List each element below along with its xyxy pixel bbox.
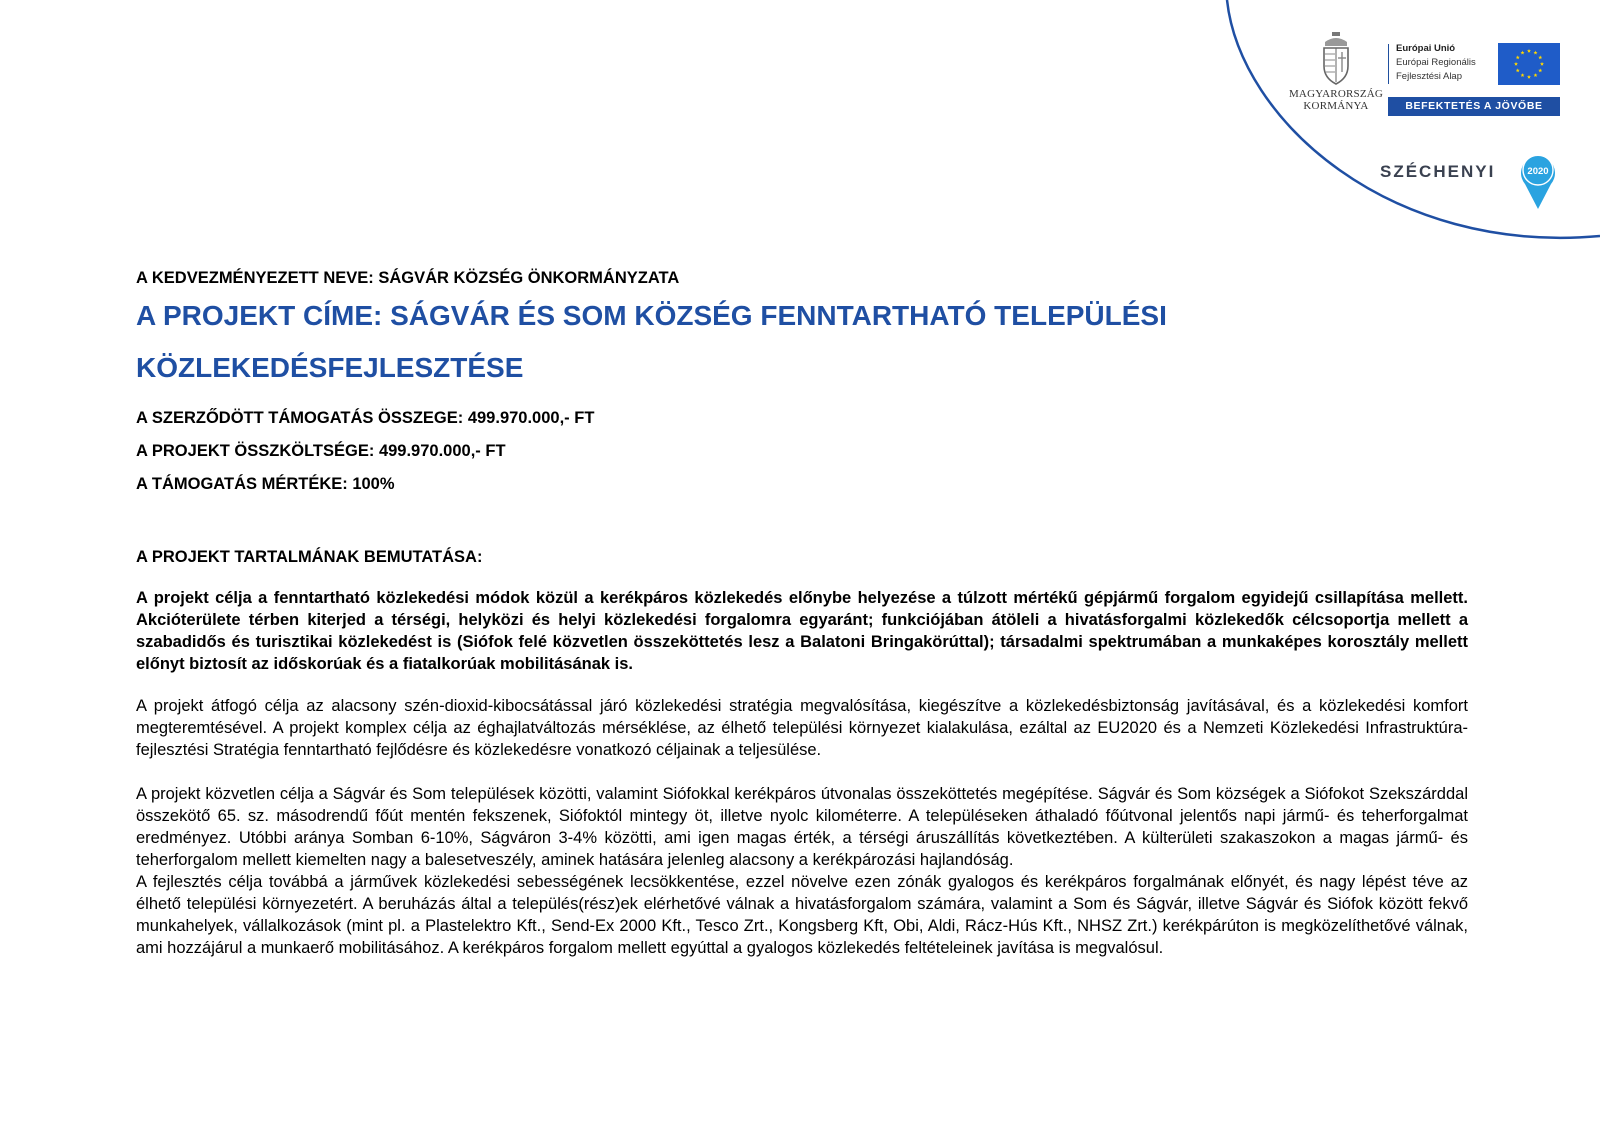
location-pin-icon <box>1520 152 1556 210</box>
eu-fund-line2: Fejlesztési Alap <box>1396 71 1463 82</box>
section-heading: A PROJEKT TARTALMÁNAK BEMUTATÁSA: <box>136 548 483 566</box>
szechenyi-year: 2020 <box>1527 166 1549 177</box>
eu-flag-icon <box>1498 43 1560 85</box>
project-facts <box>136 402 1468 501</box>
branding-header <box>0 0 1600 260</box>
project-title-line2: KÖZLEKEDÉSFEJLESZTÉSE <box>136 352 524 383</box>
beneficiary-name: A KEDVEZMÉNYEZETT NEVE: SÁGVÁR KÖZSÉG ÖNKORMÁNYZATA <box>136 269 680 287</box>
eu-divider <box>1388 44 1389 84</box>
szechenyi-wordmark: SZÉCHENYI <box>1380 162 1496 181</box>
hungarian-government-logo <box>1288 32 1384 112</box>
eu-fund-line1: Európai Regionális <box>1396 57 1476 68</box>
paragraph-development-goal: A fejlesztés célja továbbá a járművek közlekedési sebességének lecsökkentése, ezzel növelve ezen zónák gyalogos és kerékpáros forgalmának előnyét, és nagy lépést téve az élhető települési környezetért. A beruházás által a település(rész)ek elérhetővé válnak a hivatásforgalom számára, valamint a Som és Ságvár, illetve Ságvár és Siófok között fekvő munkahelyek, vállalkozások (mint pl. a Plastelektro Kft., Send-Ex 2000 Kft., Tesco Zrt., Kongsberg Kft, Obi, Aldi, Rácz-Hús Kft., NHSZ Zrt.) kerékpárúton is megközelíthetővé válnak, ami hozzájárul a munkaerő mobilitásához. A kerékpáros forgalom mellett egyúttal a gyalogos közlekedés feltételeinek javítása is megvalósul. <box>136 873 1468 957</box>
paragraph-direct-goal: A projekt közvetlen célja a Ságvár és Som települések közötti, valamint Siófokkal kerékpáros útvonalas összeköttetés megépítése. Ságvár és Som községek a Siófokot Szekszárddal összekötő 65. sz. másodrendű főút mentén fekszenek, Siófoktól mintegy öt, illetve nyolc kilométerre. A településeken áthaladó főútvonal jelentős napi jármű- és teherforgalmat eredményez. Utóbbi aránya Somban 6-10%, Ságváron 3-4% közötti, ami igen magas érték, a térségi áruszállítás következtében. A külterületi szakaszokon a magas jármű- és teherforgalom mellett kiemelten nagy a balesetveszély, aminek hatására jelenleg alacsony a kerékpározási hajlandóság. <box>136 785 1468 869</box>
document-body <box>136 268 1468 959</box>
government-name-line1: MAGYARORSZÁG <box>1288 88 1384 100</box>
eu-name: Európai Unió <box>1396 43 1456 54</box>
investment-banner: BEFEKTETÉS A JÖVŐBE <box>1388 97 1560 116</box>
project-title <box>136 290 1468 394</box>
government-name-line2: KORMÁNYA <box>1303 100 1369 112</box>
fact-total-cost: A PROJEKT ÖSSZKÖLTSÉGE: 499.970.000,- FT <box>136 442 506 460</box>
fact-support-rate: A TÁMOGATÁS MÉRTÉKE: 100% <box>136 475 395 493</box>
coat-of-arms-icon <box>1319 32 1353 86</box>
paragraph-summary: A projekt célja a fenntartható közlekedési módok közül a kerékpáros közlekedés előnybe helyezése a túlzott mértékű gépjármű forgalom egyidejű csillapítása mellett. Akcióterülete térben kiterjed a térségi, helyközi és helyi közlekedési forgalomra egyaránt; funkciójában átöleli a hivatásforgalmi közlekedők célcsoportja mellett a szabadidős és turisztikai közlekedést is (Siófok felé közvetlen összeköttetés lesz a Balatoni Bringakörúttal); társadalmi spektrumában a munkaképes korosztály mellett előnyt biztosít az időskorúak és a fiatalkorúak mobilitásának is. <box>136 589 1468 673</box>
project-title-line1: A PROJEKT CÍME: SÁGVÁR ÉS SOM KÖZSÉG FENNTARTHATÓ TELEPÜLÉSI <box>136 300 1167 331</box>
fact-contracted-support: A SZERZŐDÖTT TÁMOGATÁS ÖSSZEGE: 499.970.000,- FT <box>136 409 595 427</box>
paragraph-overall-goal: A projekt átfogó célja az alacsony szén-dioxid-kibocsátással járó közlekedési stratégia megvalósítása, kiegészítve a közlekedésbiztonság javításával, és a közlekedési komfort megteremtésével. A projekt komplex célja az éghajlatváltozás mérséklése, az élhető települési környezet kialakulása, ezáltal az EU2020 és a Nemzeti Közlekedési Infrastruktúra-fejlesztési Stratégia fenntartható fejlődésre és közlekedésre vonatkozó céljainak a teljesülése. <box>136 697 1468 759</box>
